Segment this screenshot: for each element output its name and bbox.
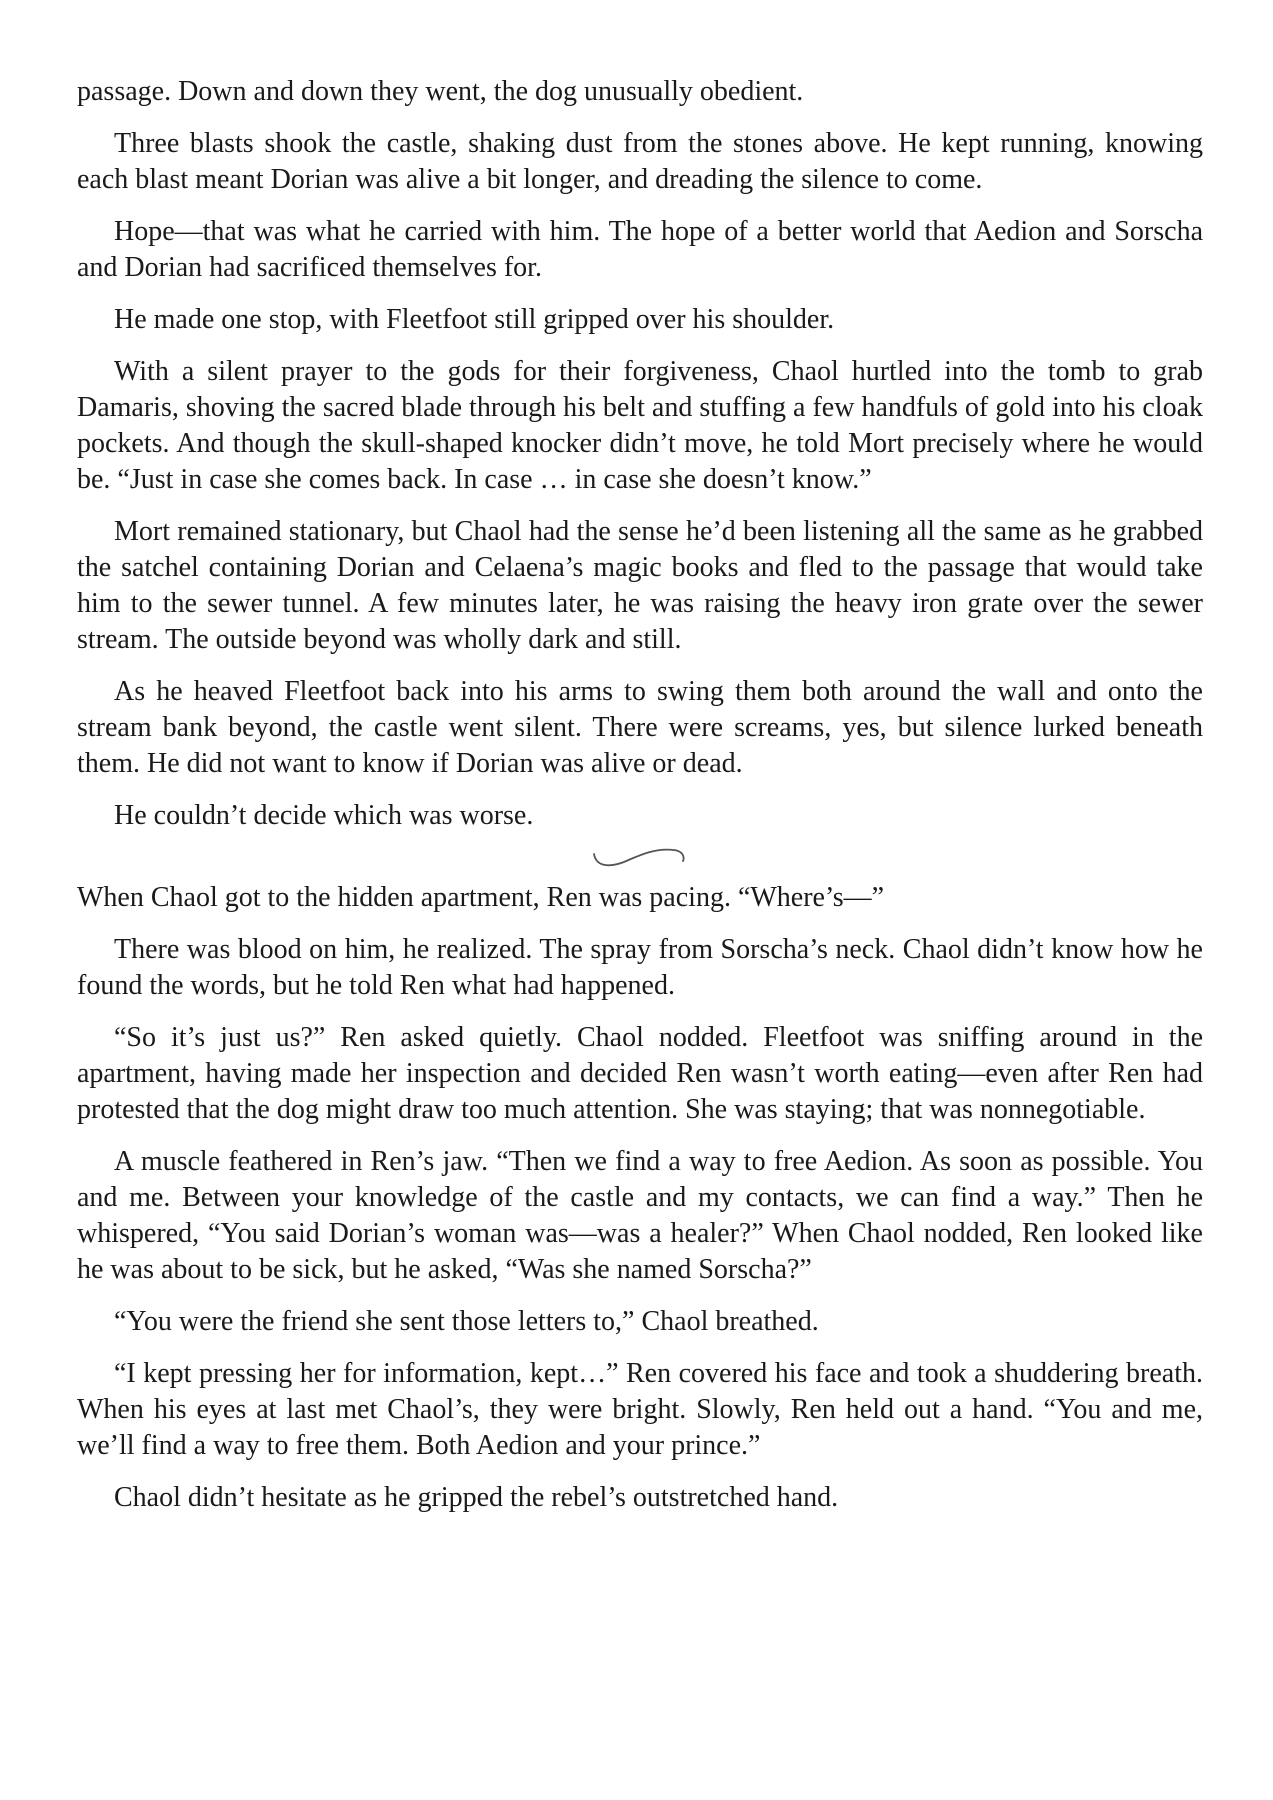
paragraph: With a silent prayer to the gods for their forgiveness, Chaol hurtled into the tomb to grab Damaris, shoving the sacred blade through his belt and stuffing a few handfuls of gold into his cloak pockets. And though the skull-shaped knocker didn’t move, he told Mort precisely where he would be. “Just in case she comes back. In case … in case she doesn’t know.”	[77, 356, 1203, 495]
paragraph: There was blood on him, he realized. The spray from Sorscha’s neck. Chaol didn’t know how he found the words, but he told Ren what had happened.	[77, 934, 1203, 1001]
paragraph: “I kept pressing her for information, kept…” Ren covered his face and took a shuddering breath. When his eyes at last met Chaol’s, they were bright. Slowly, Ren held out a hand. “You and me, we’ll find a way to free them. Both Aedion and your prince.”	[77, 1358, 1203, 1461]
paragraph: He couldn’t decide which was worse.	[114, 800, 534, 831]
paragraph: Chaol didn’t hesitate as he gripped the rebel’s outstretched hand.	[114, 1482, 839, 1513]
paragraph: Hope—that was what he carried with him. The hope of a better world that Aedion and Sorscha and Dorian had sacrificed themselves for.	[77, 216, 1203, 283]
paragraph: “You were the friend she sent those letters to,” Chaol breathed.	[114, 1306, 819, 1337]
paragraph: “So it’s just us?” Ren asked quietly. Chaol nodded. Fleetfoot was sniffing around in the apartment, having made her inspection and decided Ren wasn’t worth eating—even after Ren had protested that the dog might draw too much attention. She was staying; that was nonnegotiable.	[77, 1022, 1203, 1125]
paragraph: When Chaol got to the hidden apartment, Ren was pacing. “Where’s—”	[77, 882, 885, 913]
paragraph: A muscle feathered in Ren’s jaw. “Then we find a way to free Aedion. As soon as possible. You and me. Between your knowledge of the castle and my contacts, we can find a way.” Then he whispered, “You said Dorian’s woman was—was a healer?” When Chaol nodded, Ren looked like he was about to be sick, but he asked, “Was she named Sorscha?”	[77, 1146, 1203, 1285]
paragraph: As he heaved Fleetfoot back into his arms to swing them both around the wall and onto the stream bank beyond, the castle went silent. There were screams, yes, but silence lurked beneath them. He did not want to know if Dorian was alive or dead.	[77, 676, 1203, 779]
paragraph: Three blasts shook the castle, shaking dust from the stones above. He kept running, knowing each blast meant Dorian was alive a bit longer, and dreading the silence to come.	[77, 128, 1203, 195]
paragraph: He made one stop, with Fleetfoot still gripped over his shoulder.	[114, 304, 835, 335]
book-page	[77, 74, 1203, 1532]
paragraph: passage. Down and down they went, the dog unusually obedient.	[77, 76, 804, 107]
paragraph: Mort remained stationary, but Chaol had the sense he’d been listening all the same as he grabbed the satchel containing Dorian and Celaena’s magic books and fled to the passage that would take him to the sewer tunnel. A few minutes later, he was raising the heavy iron grate over the sewer stream. The outside beyond was wholly dark and still.	[77, 516, 1203, 655]
scene-break-swash-icon	[590, 844, 690, 874]
